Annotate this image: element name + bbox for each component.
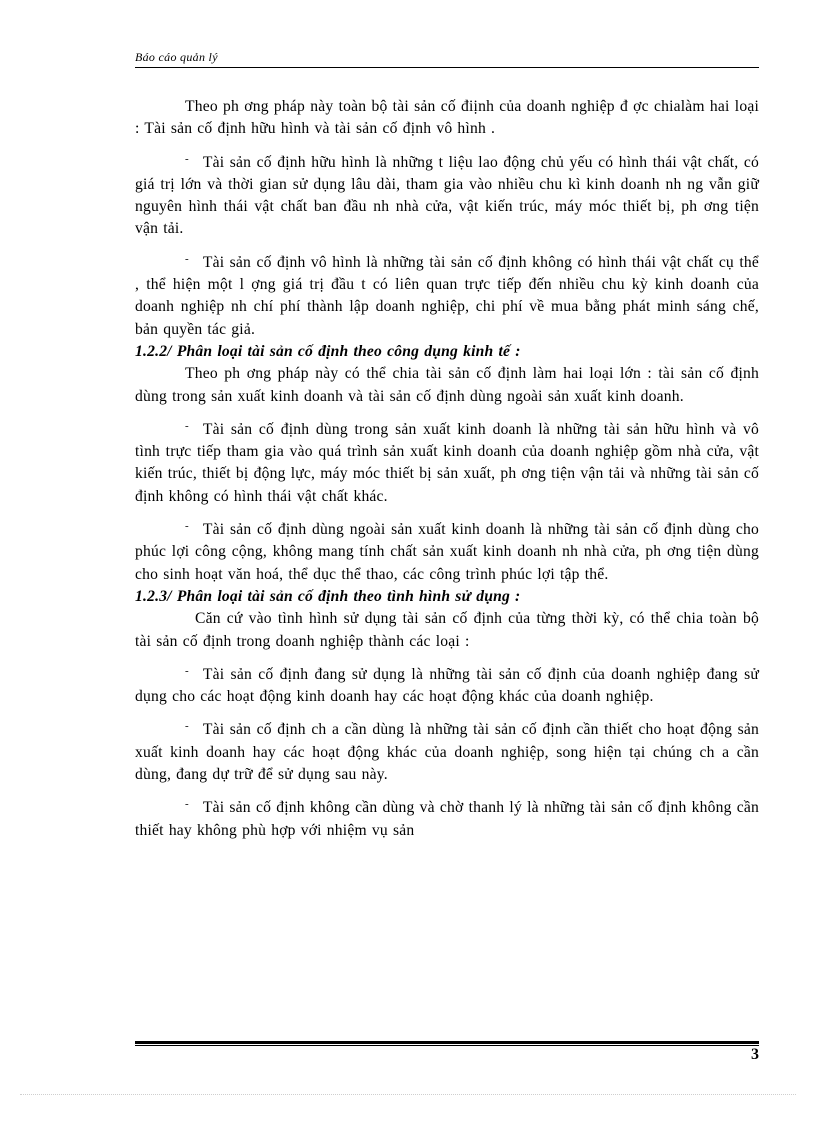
bullet-paragraph bbox=[135, 148, 759, 241]
dash-marker: - bbox=[185, 664, 189, 677]
paragraph bbox=[135, 608, 759, 653]
bullet-paragraph bbox=[135, 715, 759, 786]
dash-marker: - bbox=[185, 520, 189, 533]
running-header: Báo cáo quản lý bbox=[135, 50, 759, 68]
bullet-paragraph bbox=[135, 248, 759, 341]
paragraph-text: Tài sản cố định vô hình là những tài sản cố định không có hình thái vật chất cụ thể , thể hiện một l ợng giá trị đầu t có liên quan trực tiếp đến nhiều chu kỳ kinh doanh của doanh nghiệp nh chí phí thành lập doanh nghiệp, chi phí về mua bằng phát minh sáng chế, bản quyền tác giả. bbox=[135, 253, 759, 338]
paragraph bbox=[135, 363, 759, 408]
dash-marker: - bbox=[185, 798, 189, 811]
document-body bbox=[135, 96, 759, 842]
bullet-paragraph bbox=[135, 415, 759, 508]
bullet-paragraph bbox=[135, 793, 759, 842]
paragraph-text: Tài sản cố định ch a cần dùng là những tài sản cố định cần thiết cho hoạt động sản xuất kinh doanh hay các hoạt động khác của doanh nghiệp, song hiện tại chúng ch a cần dùng, đang dự trữ để sử dụng sau này. bbox=[135, 721, 759, 784]
paragraph-text: Theo ph ơng pháp này toàn bộ tài sản cố điịnh của doanh nghiệp đ ợc chialàm hai loại : Tài sản cố định hữu hình và tài sản cố định vô hình . bbox=[135, 98, 759, 138]
paragraph bbox=[135, 96, 759, 141]
bullet-paragraph bbox=[135, 515, 759, 586]
paragraph-text: Tài sản cố định đang sử dụng là những tài sản cố định của doanh nghiệp đang sử dụng cho các hoạt động kinh doanh hay các hoạt động khác của doanh nghiệp. bbox=[135, 665, 759, 706]
footer-double-rule bbox=[135, 1041, 759, 1046]
paragraph-text: Tài sản cố định dùng ngoài sản xuất kinh doanh là những tài sản cố định dùng cho phúc lợi công cộng, không mang tính chất sản xuất kinh doanh nh nhà cửa, ph ơng tiện dùng cho sinh hoạt văn hoá, thể dục thể thao, các công trình phúc lợi tập thể. bbox=[135, 521, 759, 583]
paragraph-text: Căn cứ vào tình hình sử dụng tài sản cố định của từng thời kỳ, có thể chia toàn bộ tài sản cố định trong doanh nghiệp thành các loại : bbox=[135, 610, 759, 650]
dash-marker: - bbox=[185, 419, 189, 432]
section-heading: 1.2.3/ Phân loại tài sản cố định theo tình hình sử dụng : bbox=[135, 587, 521, 605]
page-number: 3 bbox=[751, 1046, 759, 1063]
paragraph-text: Theo ph ơng pháp này có thể chia tài sản cố định làm hai loại lớn : tài sản cố định dùng trong sản xuất kinh doanh và tài sản cố định dùng ngoài sản xuất kinh doanh. bbox=[135, 365, 759, 405]
paragraph-text: Tài sản cố định hữu hình là những t liệu lao động chủ yếu có hình thái vật chất, có giá trị lớn và thời gian sử dụng lâu dài, tham gia vào nhiều chu kì kinh doanh nh ng vẫn giữ nguyên hình thái vật chất ban đầu nh nhà cửa, vật kiến trúc, máy móc thiết bị, ph ơng tiện vận tải. bbox=[135, 153, 759, 238]
bullet-paragraph bbox=[135, 660, 759, 709]
dash-marker: - bbox=[185, 720, 189, 733]
paragraph-text: Tài sản cố định không cần dùng và chờ thanh lý là những tài sản cố định không cần thiết hay không phù hợp với nhiệm vụ sản bbox=[135, 799, 759, 839]
dash-marker: - bbox=[185, 152, 189, 165]
paragraph-text: Tài sản cố định dùng trong sản xuất kinh doanh là những tài sản hữu hình và vô tình trực tiếp tham gia vào quá trình sản xuất kinh doanh của doanh nghiệp gồm nhà cửa, vật kiến trúc, thiết bị động lực, máy móc thiết bị sản xuất, ph ơng tiện vận tải và những tài sản cố định không có hình thái vật chất khác. bbox=[135, 420, 759, 505]
page-edge-divider bbox=[20, 1094, 796, 1095]
dash-marker: - bbox=[185, 252, 189, 265]
section-heading: 1.2.2/ Phân loại tài sản cố định theo công dụng kinh tế : bbox=[135, 342, 521, 360]
